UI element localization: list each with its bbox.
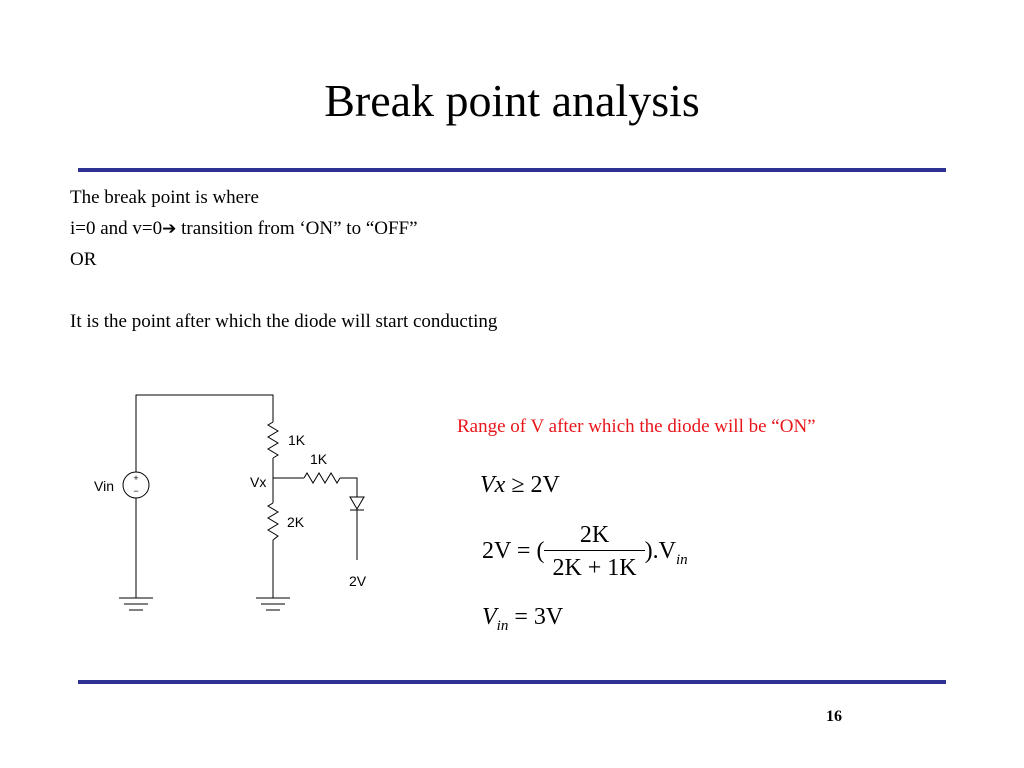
eq1-op: ≥ xyxy=(511,472,525,498)
eq3-lhs: V xyxy=(482,604,497,630)
text-line-2-end: transition from ‘ON” to “OFF” xyxy=(176,218,418,239)
text-line-3: OR xyxy=(70,249,97,270)
eq3-op: = 3V xyxy=(514,604,564,630)
text-line-2-start: i=0 and v=0 xyxy=(70,218,163,239)
resistor-bottom xyxy=(268,503,278,540)
ground-icon-left xyxy=(119,598,153,610)
label-r-bottom: 2K xyxy=(287,514,305,530)
diode-icon xyxy=(350,497,364,509)
page-number: 16 xyxy=(826,708,842,725)
equation-1 xyxy=(480,472,560,499)
eq2-denominator: 2K + 1K xyxy=(544,550,644,585)
eq2-lhs: 2V xyxy=(482,538,511,565)
right-arrow-icon: ➔ xyxy=(162,219,177,239)
source-minus-sign: − xyxy=(133,486,139,496)
wire-top xyxy=(136,395,273,472)
label-2v: 2V xyxy=(349,573,367,589)
eq2-subscript: in xyxy=(675,552,688,569)
equation-2 xyxy=(482,520,688,585)
eq2-fraction xyxy=(544,520,644,585)
bottom-rule xyxy=(78,680,946,684)
eq2-after: ).V xyxy=(644,538,676,565)
eq2-numerator: 2K xyxy=(579,522,610,548)
eq1-rhs: 2V xyxy=(530,472,560,498)
label-r-series: 1K xyxy=(310,451,328,467)
text-line-4: It is the point after which the diode will start conducting xyxy=(70,311,498,332)
text-line-1: The break point is where xyxy=(70,187,259,208)
eq2-op: = ( xyxy=(516,538,545,565)
range-text: Range of V after which the diode will be “ON” xyxy=(457,416,816,437)
resistor-top xyxy=(268,422,278,458)
ground-icon-right xyxy=(256,598,290,610)
label-vx: Vx xyxy=(250,474,267,490)
eq1-lhs: Vx xyxy=(480,472,506,498)
label-r-top: 1K xyxy=(288,432,306,448)
wire-to-diode xyxy=(340,478,357,497)
source-plus-sign: + xyxy=(133,473,139,483)
eq3-subscript: in xyxy=(496,618,509,634)
equation-3 xyxy=(482,604,563,635)
label-vin: Vin xyxy=(94,478,114,494)
resistor-series xyxy=(304,473,340,483)
slide-title: Break point analysis xyxy=(324,75,700,126)
